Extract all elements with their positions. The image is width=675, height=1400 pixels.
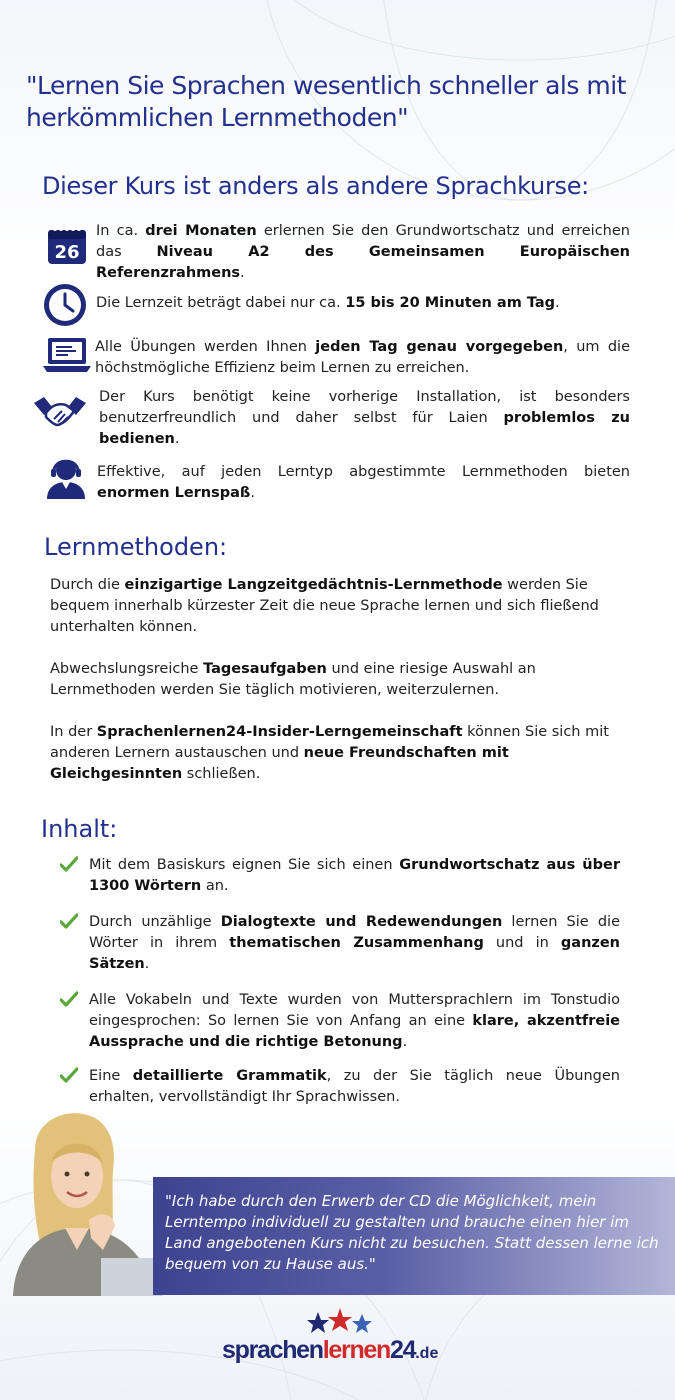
brand-logo[interactable] — [222, 1308, 452, 1368]
feature-item — [42, 387, 630, 450]
feature-item — [42, 293, 630, 314]
methods-paragraph: In der Sprachenlernen24-Insider-Lerngemeinschaft können Sie sich mit anderen Lernern austauschen und neue Freundschaften mit Gleichgesinnten schließen. — [50, 724, 609, 782]
list-item — [60, 855, 620, 897]
check-icon — [60, 991, 78, 1007]
list-item-text: Durch unzählige Dialogtexte und Redewendungen lernen Sie die Wörter in ihrem thematischen Zusammenhang und in ganzen Sätzen. — [89, 914, 621, 972]
list-item — [60, 912, 620, 975]
testimonial-quote-box — [153, 1177, 675, 1295]
feature-item — [42, 221, 630, 284]
laptop-icon — [42, 336, 92, 376]
stars-icon — [300, 1308, 380, 1338]
content-heading: Inhalt: — [41, 815, 118, 843]
feature-item — [42, 337, 630, 379]
headset-person-icon — [42, 455, 90, 501]
calendar-icon — [46, 224, 88, 266]
clock-icon — [41, 281, 89, 329]
page-title: "Lernen Sie Sprachen wesentlich schneller als mit herkömmlichen Lernmethoden" — [26, 71, 626, 132]
methods-paragraph: Abwechslungsreiche Tagesaufgaben und eine riesige Auswahl an Lernmethoden werden Sie täglich motivieren, weiterzulernen. — [50, 661, 536, 698]
calendar-day: 26 — [54, 242, 80, 263]
list-item-text: Mit dem Basiskurs eignen Sie sich einen Grundwortschatz aus über 1300 Wörtern an. — [89, 857, 620, 894]
methods-paragraph: Durch die einzigartige Langzeitgedächtnis-Lernmethode werden Sie bequem innerhalb kürzester Zeit die neue Sprache lernen und sich fließend unterhalten können. — [50, 577, 599, 635]
list-item-text: Alle Vokabeln und Texte wurden von Muttersprachlern im Tonstudio eingesprochen: So lernen Sie von Anfang an eine klare, akzentfreie Aussprache und die richtige Betonung. — [89, 992, 620, 1050]
check-icon — [60, 913, 78, 929]
handshake-icon — [32, 389, 88, 433]
feature-text: Der Kurs benötigt keine vorherige Installation, ist besonders benutzerfreundlich und daher selbst für Laien problemlos zu bedienen. — [99, 389, 630, 447]
methods-heading: Lernmethoden: — [44, 533, 228, 561]
feature-text: In ca. drei Monaten erlernen Sie den Grundwortschatz und erreichen das Niveau A2 des Gemeinsamen Europäischen Referenzrahmens. — [96, 223, 630, 281]
check-icon — [60, 1067, 78, 1083]
list-item — [60, 990, 620, 1053]
list-item — [60, 1066, 620, 1108]
testimonial-photo — [5, 1110, 165, 1296]
feature-text: Die Lernzeit beträgt dabei nur ca. 15 bis 20 Minuten am Tag. — [96, 295, 560, 311]
testimonial-quote: "Ich habe durch den Erwerb der CD die Möglichkeit, mein Lerntempo individuell zu gestalten und brauche einen hier im Land angebotenen Kurs nicht zu besuchen. Statt dessen lerne ich bequem von zu Hause aus." — [165, 1192, 659, 1273]
intro-heading: Dieser Kurs ist anders als andere Sprachkurse: — [42, 172, 589, 200]
feature-text: Alle Übungen werden Ihnen jeden Tag genau vorgegeben, um die höchstmögliche Effizienz beim Lernen zu erreichen. — [95, 339, 631, 376]
check-icon — [60, 856, 78, 872]
list-item-text: Eine detaillierte Grammatik, zu der Sie täglich neue Übungen erhalten, vervollständigt Ihr Sprachwissen. — [89, 1068, 620, 1105]
feature-item — [42, 462, 630, 504]
logo-wordmark: sprachenlernen24.de — [222, 1336, 439, 1364]
feature-text: Effektive, auf jeden Lerntyp abgestimmte Lernmethoden bieten enormen Lernspaß. — [97, 464, 630, 501]
